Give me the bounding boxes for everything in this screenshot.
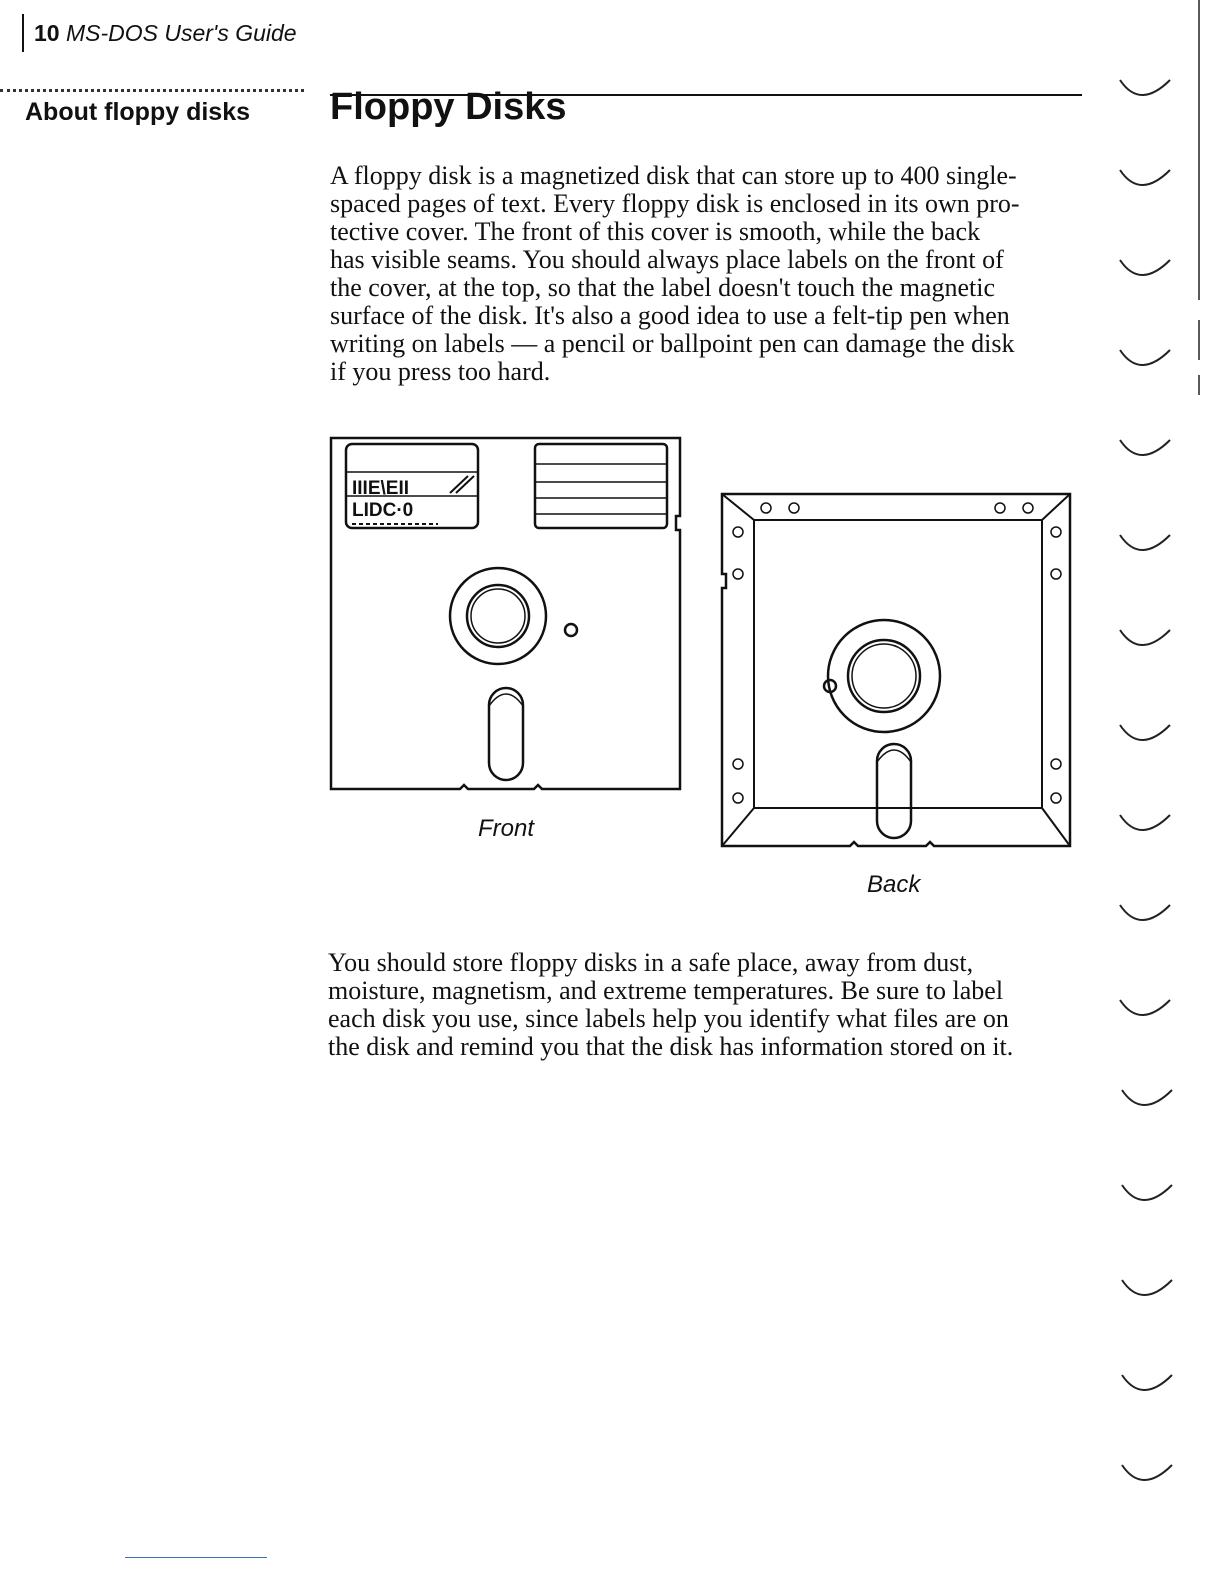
book-title: MS-DOS User's Guide (65, 20, 297, 46)
binder-hole (1120, 350, 1170, 365)
read-write-slot (877, 744, 911, 838)
binder-hole (1120, 1000, 1170, 1015)
index-hole (565, 624, 577, 636)
body-paragraph-2 (328, 949, 1076, 1061)
hub-hole (467, 585, 529, 647)
section-title: Floppy Disks (330, 86, 567, 128)
text-line: tective cover. The front of this cover is smooth, while the back (330, 217, 981, 246)
binder-hole (1120, 260, 1170, 275)
text-line: if you press too hard. (330, 357, 551, 386)
text-line: spaced pages of text. Every floppy disk is enclosed in its own pro- (330, 189, 1020, 218)
sidebar-heading: About floppy disks (25, 98, 250, 126)
header-rule (22, 14, 24, 52)
back-caption: Back (867, 871, 921, 898)
read-write-slot (489, 688, 523, 780)
text-line: has visible seams. You should always place labels on the front of (330, 245, 1004, 274)
label-print-line-2: LIDC·0 (352, 500, 414, 521)
seam-rivets (733, 503, 1061, 803)
floppy-disk-back-illustration (718, 490, 1074, 852)
page-number: 10 (34, 20, 60, 46)
seam-flap (754, 520, 1042, 808)
disk-jacket-back-outline (722, 494, 1070, 846)
hub-ring (828, 620, 940, 732)
binder-hole (1120, 80, 1170, 95)
binder-hole (1120, 815, 1170, 830)
binder-hole (1122, 1465, 1172, 1480)
hub-hole (848, 640, 920, 712)
front-caption: Front (478, 815, 535, 842)
page-edge (1198, 0, 1200, 1584)
binder-hole (1120, 440, 1170, 455)
body-paragraph-1 (330, 162, 1070, 386)
text-line: writing on labels — a pencil or ballpoint pen can damage the disk (330, 329, 1015, 358)
floppy-disk-front-illustration (328, 436, 684, 796)
bottom-rule (125, 1557, 267, 1558)
binder-hole (1120, 170, 1170, 185)
binder-hole (1122, 1185, 1172, 1200)
binder-hole (1120, 725, 1170, 740)
text-line: You should store floppy disks in a safe place, away from dust, (328, 948, 974, 977)
binder-hole (1122, 1280, 1172, 1295)
text-line: each disk you use, since labels help you identify what files are on (328, 1004, 1009, 1033)
binder-hole (1120, 630, 1170, 645)
sidebar-rule (0, 89, 304, 92)
binder-hole (1122, 1375, 1172, 1390)
running-header (34, 20, 297, 47)
binder-hole (1120, 905, 1170, 920)
text-line: the disk and remind you that the disk has information stored on it. (328, 1032, 1014, 1061)
write-lines-area (535, 444, 667, 528)
text-line: surface of the disk. It's also a good idea to use a felt-tip pen when (330, 301, 1010, 330)
text-line: A floppy disk is a magnetized disk that can store up to 400 single- (330, 161, 1017, 190)
binder-hole (1122, 1090, 1172, 1105)
text-line: moisture, magnetism, and extreme temperatures. Be sure to label (328, 976, 1004, 1005)
binder-holes (1110, 60, 1190, 1500)
text-line: the cover, at the top, so that the label doesn't touch the magnetic (330, 273, 995, 302)
binder-hole (1120, 535, 1170, 550)
label-print-line-1: IIIE\EII (352, 478, 410, 499)
hub-ring (450, 568, 546, 664)
